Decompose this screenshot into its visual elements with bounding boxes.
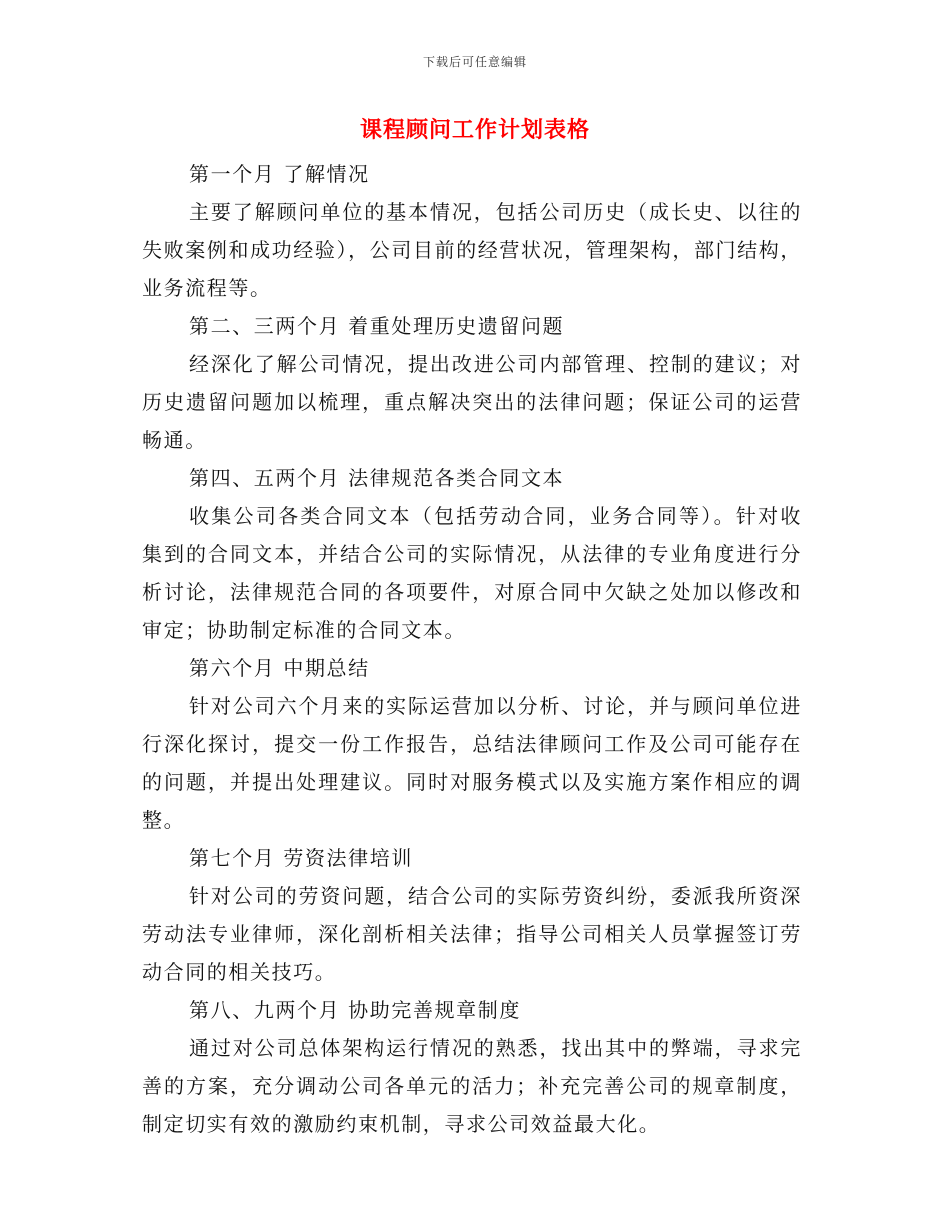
- section-body-month-2-3: 经深化了解公司情况，提出改进公司内部管理、控制的建议；对历史遗留问题加以梳理，重点解决突出的法律问题；保证公司的运营畅通。: [142, 352, 802, 452]
- section-body-month-6: 针对公司六个月来的实际运营加以分析、讨论，并与顾问单位进行深化探讨，提交一份工作报告，总结法律顾问工作及公司可能存在的问题，并提出处理建议。同时对服务模式以及实施方案作相应的调整。: [142, 694, 802, 832]
- section-body-month-4-5: 收集公司各类合同文本（包括劳动合同，业务合同等）。针对收集到的合同文本，并结合公司的实际情况，从法律的专业角度进行分析讨论，法律规范合同的各项要件，对原合同中欠缺之处加以修改和审定；协助制定标准的合同文本。: [142, 504, 802, 642]
- section-heading-month-4-5: 第四、五两个月 法律规范各类合同文本: [189, 466, 565, 490]
- document-body: [142, 155, 802, 1143]
- section-heading-month-1: 第一个月 了解情况: [189, 162, 370, 186]
- section-heading-month-2-3: 第二、三两个月 着重处理历史遗留问题: [189, 314, 565, 338]
- section-body-month-8-9: 通过对公司总体架构运行情况的熟悉，找出其中的弊端，寻求完善的方案，充分调动公司各单元的活力；补充完善公司的规章制度，制定切实有效的激励约束机制，寻求公司效益最大化。: [142, 1036, 802, 1136]
- section-heading-month-6: 第六个月 中期总结: [189, 656, 370, 680]
- section-body-month-1: 主要了解顾问单位的基本情况，包括公司历史（成长史、以往的失败案例和成功经验），公司目前的经营状况，管理架构，部门结构，业务流程等。: [142, 200, 802, 300]
- section-body-month-7: 针对公司的劳资问题，结合公司的实际劳资纠纷，委派我所资深劳动法专业律师，深化剖析相关法律；指导公司相关人员掌握签订劳动合同的相关技巧。: [142, 884, 802, 984]
- section-heading-month-8-9: 第八、九两个月 协助完善规章制度: [189, 998, 521, 1022]
- header-note: 下载后可任意编辑: [422, 55, 527, 69]
- section-heading-month-7: 第七个月 劳资法律培训: [189, 846, 413, 870]
- document-title: 课程顾问工作计划表格: [359, 117, 590, 143]
